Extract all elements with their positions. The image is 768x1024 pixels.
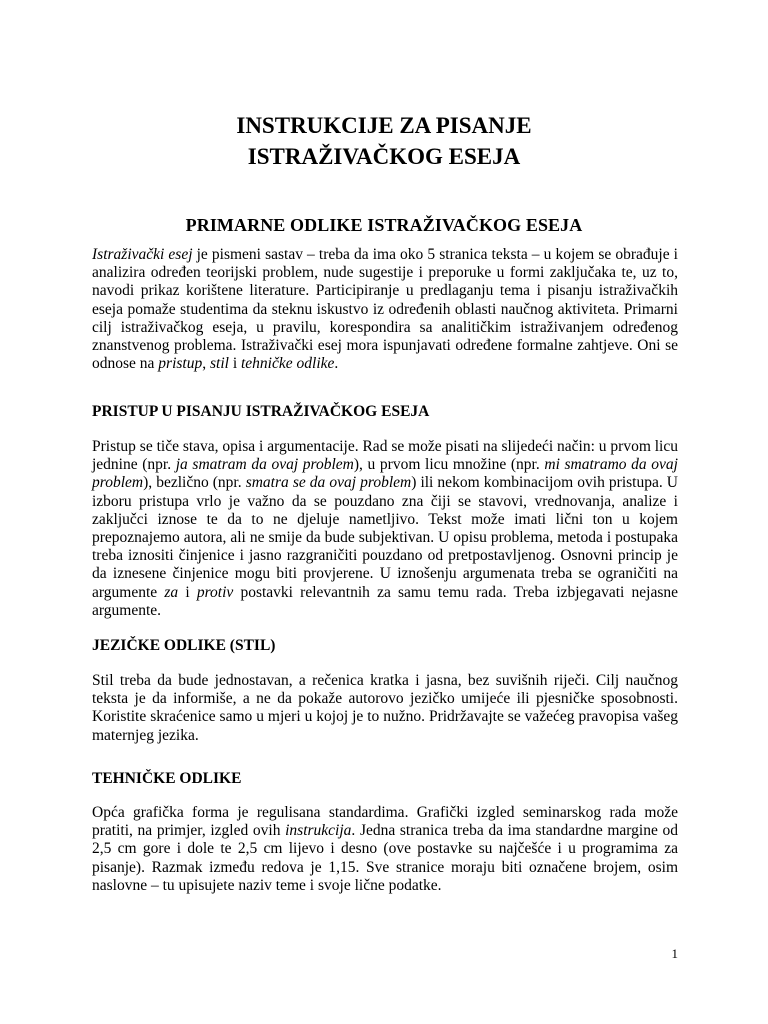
pristup-paragraph: Pristup se tiče stava, opisa i argumentacije. Rad se može pisati na slijedeći način: u prvom licu jednine (npr. ja smatram da ovaj problem), u prvom licu množine (npr. mi smatramo da ovaj problem), bezlično (npr. smatra se da ovaj problem) ili nekom kombinacijom ovih pristupa. U izboru pristupa vrlo je važno da se pouzdano zna čiji se stavovi, vrednovanja, analize i zaključci iznose te da to ne djeluje nametljivo. Tekst može imati lični ton u kojem prepoznajemo autora, ali ne smije da bude subjektivan. U opisu problema, metoda i postupaka treba iznositi činjenice i jasno razgraničiti pouzdano od pretpostavljenog. Osnovni princip je da iznesene činjenice mogu biti provjerene. U iznošenju argumenata treba se ograničiti na argumente za i protiv postavki relevantnih za samu temu rada. Treba izbjegavati nejasne argumente. — [92, 438, 678, 619]
tehnicke-paragraph: Opća grafička forma je regulisana standardima. Grafički izgled seminarskog rada može pratiti, na primjer, izgled ovih instrukcija. Jedna stranica treba da ima standardne margine od 2,5 cm gore i dole te 2,5 cm lijevo i desno (ove postavke su najčešće i u programima za pisanje). Razmak između redova je 1,15. Sve stranice moraju biti označene brojem, osim naslovne – tu upisujete naziv teme i svoje lične podatke. — [92, 804, 679, 894]
intro-paragraph: Istraživački esej je pismeni sastav – treba da ima oko 5 stranica teksta – u kojem se obrađuje i analizira određen teorijski problem, nude sugestije i preporuke u formi zaključaka te, uz to, navodi prikaz korištene literature. Participiranje u predlaganju tema i pisanju istraživačkih eseja pomaže studentima da steknu iskustvo iz određenih oblasti naučnog aktiviteta. Primarni cilj istraživačkog eseja, u pravilu, korespondira sa analitičkim istraživanjem određenog znanstvenog problema. Istraživački esej mora ispunjavati određene formalne zahtjeve. Oni se odnose na pristup, stil i tehničke odlike. — [92, 246, 678, 373]
stil-paragraph: Stil treba da bude jednostavan, a rečenica kratka i jasna, bez suvišnih riječi. Cilj naučnog teksta je da informiše, a ne da pokaže autorovo jezičko umijeće ili pjesničke sposobnosti. Koristite skraćenice samo u mjeri u kojoj je to nužno. Pridržavajte se važećeg pravopisa vašeg maternjeg jezika. — [92, 672, 678, 744]
title-line-2: ISTRAŽIVAČKOG ESEJA — [247, 144, 521, 169]
heading-pristup: PRISTUP U PISANJU ISTRAŽIVAČKOG ESEJA — [92, 403, 430, 420]
title-line-1: INSTRUKCIJE ZA PISANJE — [236, 113, 532, 138]
page-number: 1 — [671, 946, 678, 961]
section-title-primarne-odlike: PRIMARNE ODLIKE ISTRAŽIVAČKOG ESEJA — [185, 215, 583, 235]
heading-tehnicke-odlike: TEHNIČKE ODLIKE — [92, 770, 242, 787]
intro-term: Istraživački esej — [92, 246, 193, 263]
document-title — [88, 110, 680, 172]
heading-jezicke-odlike: JEZIČKE ODLIKE (STIL) — [92, 637, 276, 654]
